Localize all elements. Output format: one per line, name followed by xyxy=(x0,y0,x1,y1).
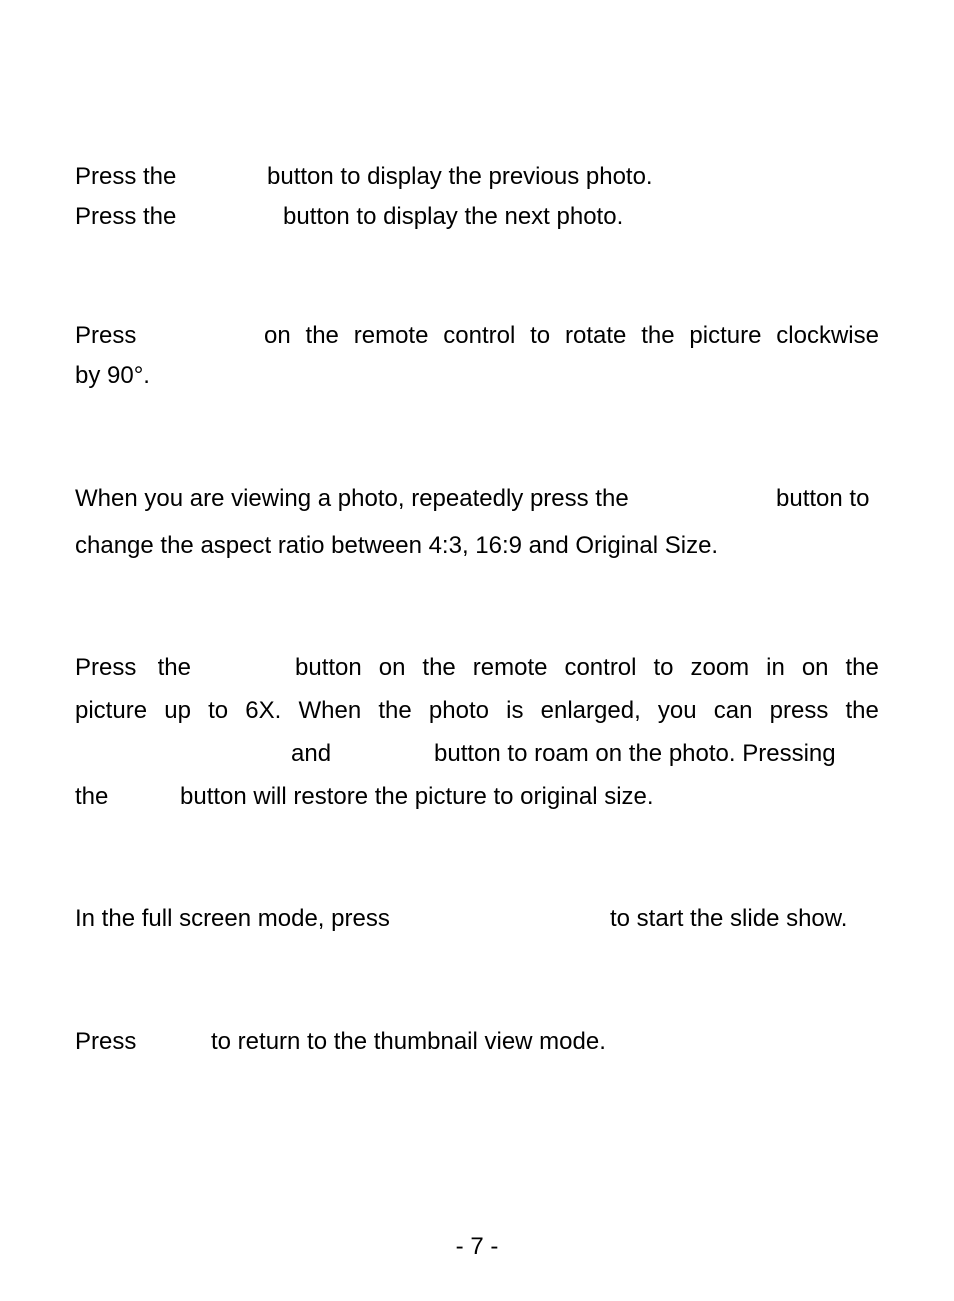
text-press: Press xyxy=(75,1028,137,1055)
text-and: and xyxy=(291,740,332,767)
word: in xyxy=(766,654,785,681)
word: to xyxy=(653,654,674,681)
text-aspect-ratio: change the aspect ratio between 4:3, 16:9 and Original Size. xyxy=(75,532,719,559)
text-roam: button to roam on the photo. Pressing xyxy=(434,740,836,767)
zoom-line-1-start xyxy=(75,654,191,682)
word: picture xyxy=(75,697,148,724)
word: 6X. xyxy=(245,697,282,724)
text-by-90: by 90°. xyxy=(75,362,150,389)
text-press-the: Press the xyxy=(75,163,177,190)
word: remote xyxy=(472,654,548,681)
word: to xyxy=(530,322,551,349)
word: the xyxy=(305,322,339,349)
word: the xyxy=(641,322,675,349)
word: control xyxy=(564,654,637,681)
text-button-to: button to xyxy=(776,485,870,512)
word: the xyxy=(845,654,879,681)
word: enlarged, xyxy=(540,697,641,724)
word: the xyxy=(422,654,456,681)
text-press: Press xyxy=(75,654,137,681)
word: the xyxy=(378,697,412,724)
word: clockwise xyxy=(776,322,879,349)
word: the xyxy=(845,697,879,724)
word: button xyxy=(295,654,362,681)
word: can xyxy=(713,697,753,724)
word: up xyxy=(164,697,191,724)
text-the: the xyxy=(75,783,109,810)
word: picture xyxy=(689,322,762,349)
text-full-screen: In the full screen mode, press xyxy=(75,905,390,932)
word: you xyxy=(657,697,697,724)
word: on xyxy=(801,654,829,681)
text-previous-photo: button to display the previous photo. xyxy=(267,163,653,190)
word: remote xyxy=(353,322,429,349)
zoom-line-3-rest xyxy=(434,740,879,768)
text-viewing-photo: When you are viewing a photo, repeatedly press the xyxy=(75,485,629,512)
word: zoom xyxy=(690,654,750,681)
word: press xyxy=(769,697,829,724)
word: photo xyxy=(428,697,489,724)
text-the: the xyxy=(157,654,191,681)
rotate-line-1-rest xyxy=(264,322,879,350)
word: is xyxy=(506,697,524,724)
text-next-photo: button to display the next photo. xyxy=(283,203,624,230)
page-number: - 7 - xyxy=(455,1233,499,1260)
text-slide-show: to start the slide show. xyxy=(610,905,848,932)
text-thumbnail: to return to the thumbnail view mode. xyxy=(211,1028,606,1055)
word: control xyxy=(443,322,516,349)
word: to xyxy=(208,697,229,724)
word: rotate xyxy=(564,322,627,349)
word: When xyxy=(298,697,362,724)
text-restore: button will restore the picture to original size. xyxy=(180,783,654,810)
zoom-line-1-rest xyxy=(295,654,879,682)
text-press: Press xyxy=(75,322,137,349)
word: on xyxy=(264,322,291,349)
text-press-the: Press the xyxy=(75,203,177,230)
zoom-line-2 xyxy=(75,697,879,725)
word: on xyxy=(378,654,406,681)
